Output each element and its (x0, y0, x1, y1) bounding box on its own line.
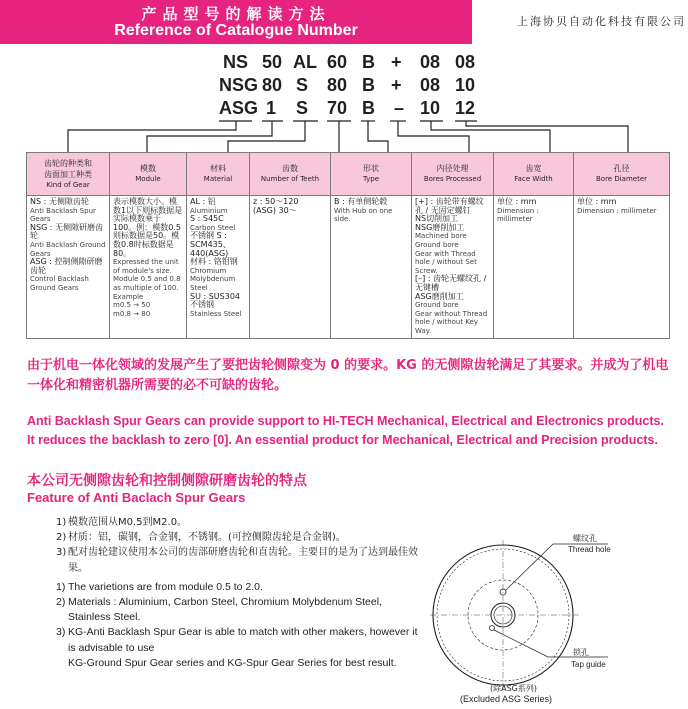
code-bores: + (391, 75, 402, 95)
cell-module: 表示模数大小。模数1以下则标数据是实际模数乘于100。例：模数0.5则标数据是50。模数0.8时标数据是80。 Expressed the unit of module's size. Module 0.5 and 0.8 as multiple of 100. Example m0.5 → 50 m0.8 → 80 (110, 196, 187, 339)
code-material: AL (293, 52, 317, 72)
list-item: 2) Materials : Aluminium, Carbon Steel, Chromium Molybdenum Steel, (56, 596, 382, 609)
code-bore-diameter: 08 (455, 52, 476, 72)
code-material: S (296, 75, 309, 95)
code-module: 80 (262, 75, 283, 95)
list-item: 3) 配对齿轮建议使用本公司的齿部研磨齿轮和直齿轮。主要目的是为了达到最佳效果。 (56, 547, 418, 574)
company-name: 上海协贝自动化科技有限公司 (517, 15, 686, 28)
code-teeth: 60 (327, 52, 348, 72)
code-module: 1 (266, 98, 277, 118)
spec-table (26, 152, 670, 339)
header-kind: 齿轮的种类和 齿面加工种类 Kind of Gear (27, 153, 110, 196)
tap-guide-leader (494, 630, 608, 657)
code-kind: NSG (219, 75, 259, 95)
code-bore-diameter: 12 (455, 98, 476, 118)
thread-hole-label-en: Thread hole (568, 545, 611, 554)
list-item: 1) The varietions are from module 0.5 to 2.0. (56, 580, 263, 593)
list-item: KG-Ground Spur Gear series and KG-Spur Gear Series for best result. (68, 656, 397, 669)
header-type: 形状 Type (331, 153, 412, 196)
cell-type: B : 有单侧轮毂 With Hub on one side. (331, 196, 412, 339)
thread-hole-label-cn: 螺纹孔 (573, 534, 597, 543)
intro-en-1: Anti Backlash Spur Gears can provide support to HI-TECH Mechanical, Electrical and Electronics products. (27, 414, 664, 428)
cell-face-width: 单位 : mm Dimension : millimeter (494, 196, 574, 339)
code-teeth: 70 (327, 98, 348, 118)
code-connector-lines (0, 0, 688, 160)
list-item: 1) 模数范围从M0.5到M2.0。 (56, 517, 188, 528)
code-bores: + (391, 52, 402, 72)
header-bores: 内径处理 Bores Processed (412, 153, 494, 196)
code-teeth: 80 (327, 75, 348, 95)
code-module: 50 (262, 52, 283, 72)
features-title-en: Feature of Anti Baclach Spur Gears (27, 490, 246, 505)
header-bore-diameter: 孔径 Bore Diameter (574, 153, 670, 196)
header-module: 模数 Module (110, 153, 187, 196)
code-face-width: 10 (420, 98, 441, 118)
features-list (56, 515, 426, 671)
header-teeth: 齿数 Number of Teeth (250, 153, 331, 196)
features-title-cn: 本公司无侧隙齿轮和控制侧隙研磨齿轮的特点 (27, 473, 307, 489)
intro-en-2: It reduces the backlash to zero [0]. An essential product for Mechanical, Electrical and Precision products. (27, 433, 658, 447)
header-material: 材料 Material (187, 153, 250, 196)
code-bores: – (394, 98, 405, 118)
diagram-caption-cn: (除ASG系列) (490, 684, 537, 693)
cell-teeth: z : 50～120 (ASG) 30～ (250, 196, 331, 339)
table-header-row (27, 153, 670, 196)
header-face-width: 齿宽 Face Width (494, 153, 574, 196)
code-type: B (362, 52, 375, 72)
diagram-caption-en: (Excluded ASG Series) (460, 694, 553, 704)
code-kind: ASG (219, 98, 259, 118)
page-title-en: Reference of Catalogue Number (114, 22, 358, 39)
list-item: 2) 材质：铝，碳钢，合金钢，不锈钢。(可控侧隙齿轮是合金钢)。 (56, 532, 346, 544)
code-material: S (296, 98, 309, 118)
cell-bore-diameter: 单位 : mm Dimension : millimeter (574, 196, 670, 339)
tap-guide-icon (490, 626, 495, 631)
code-face-width: 08 (420, 75, 441, 95)
list-item: Stainless Steel. (68, 611, 141, 624)
table-row (27, 196, 670, 339)
cell-bores: [+] : 齿轮带有螺纹孔 / 无固定螺钉 NS切削加工 NSG磨削加工 Machined bore Ground bore Gear with Thread hole / without Set Screw. [–] : 齿轮无螺纹孔 / 无键槽 ASG磨削加工 Ground bore Gear without Thread hole / without Key Way. (412, 196, 494, 339)
cell-material: AL : 铝 Aluminium S : S45C Carbon Steel 不锈钢 S : SCM435、440(ASG) 材料 : 铬钼钢 Chromium Molybdenum Steel SU : SUS304 不锈钢 Stainless Steel (187, 196, 250, 339)
code-bore-diameter: 10 (455, 75, 476, 95)
code-face-width: 08 (420, 52, 441, 72)
tap-guide-label-en: Tap guide (571, 660, 606, 669)
code-type: B (362, 98, 375, 118)
code-type: B (362, 75, 375, 95)
code-kind: NS (223, 52, 249, 72)
intro-cn: 由于机电一体化领域的发展产生了要把齿轮侧隙变为 0 的要求。KG 的无侧隙齿轮满足了其要求。并成为了机电一体化和精密机器所需要的必不可缺的齿轮。 (27, 358, 669, 393)
tap-guide-label-cn: 锁孔 (573, 648, 589, 657)
list-item: 3) KG-Anti Backlash Spur Gear is able to match with other makers, however it is advisable to use (56, 626, 418, 654)
gear-diagram (430, 520, 680, 705)
cell-kind: NS : 无侧隙齿轮 Anti Backlash Spur Gears NSG : 无侧隙研磨齿轮 Anti Backlash Ground Gears ASG : 控制侧隙研磨齿轮 Control Backlash Ground Gears (27, 196, 110, 339)
page-title-cn: 产品型号的解读方法 (141, 5, 331, 23)
